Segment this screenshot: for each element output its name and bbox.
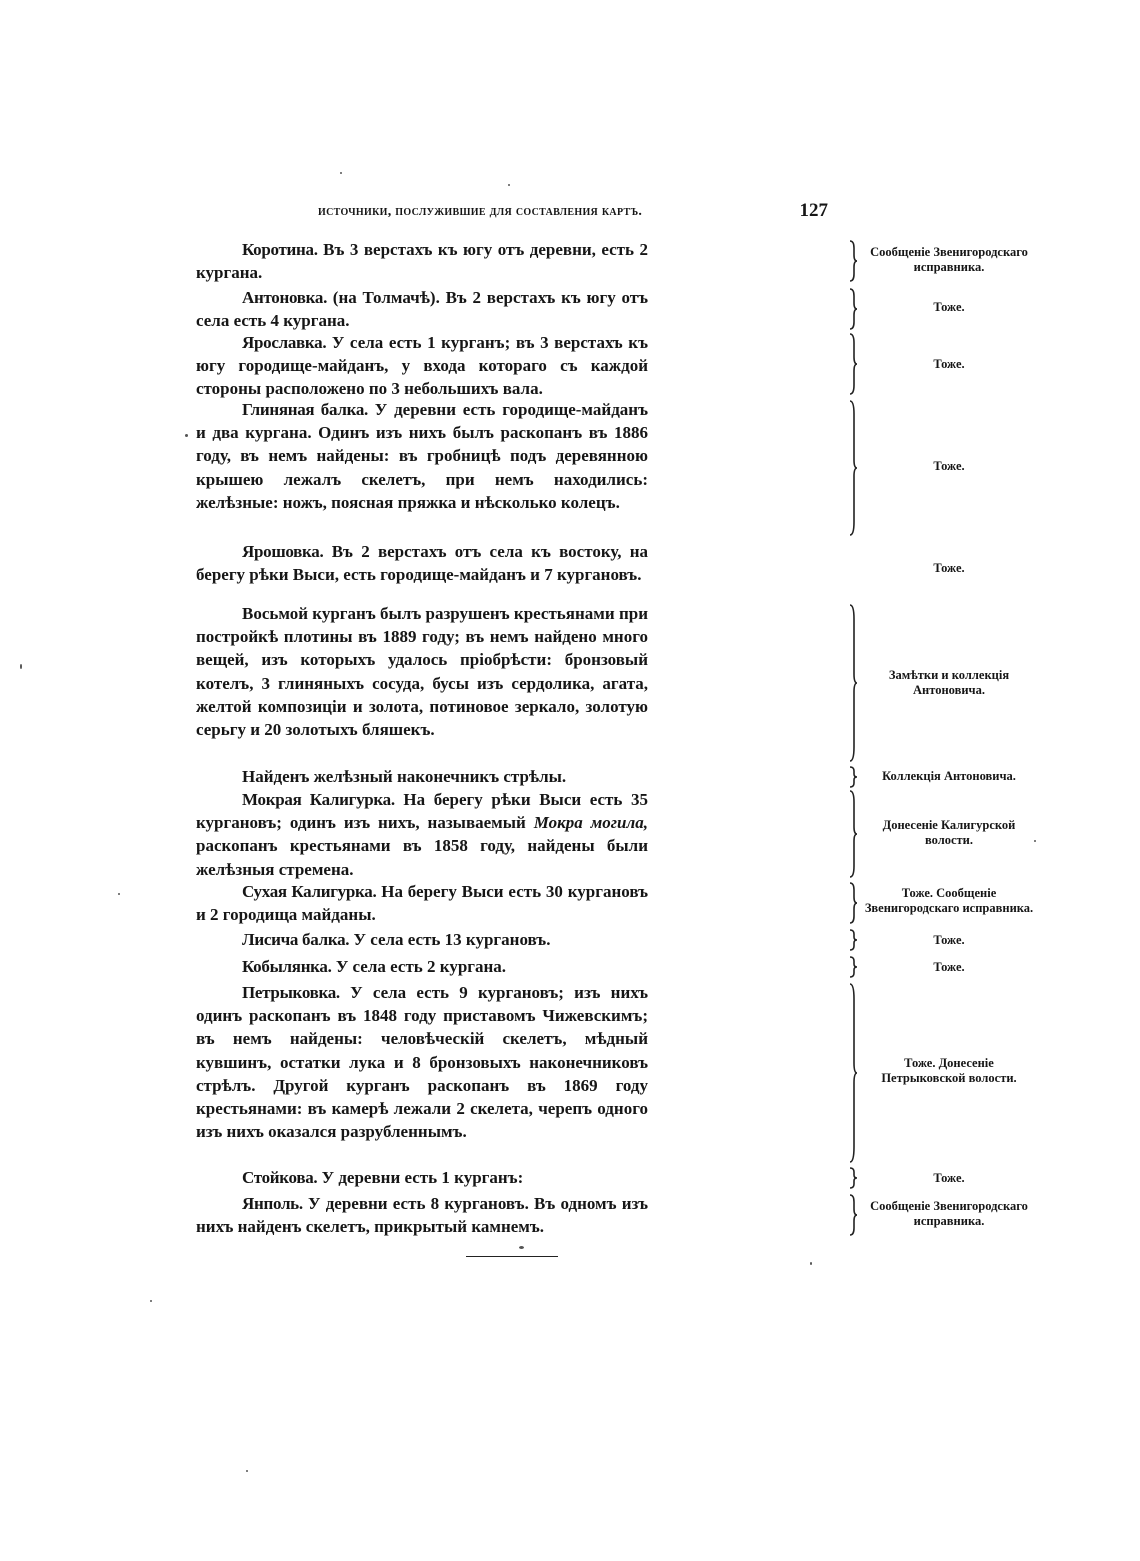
curly-brace-icon [848, 288, 858, 330]
scan-speck [20, 664, 22, 669]
place-name: Стойкова. [242, 1168, 318, 1187]
place-name: Ярославка. [242, 333, 327, 352]
scan-speck [118, 893, 120, 895]
entry-body: У села есть 13 кургановъ. [349, 930, 551, 949]
entry-body: Восьмой курганъ былъ разрушенъ крестьянами при постройкѣ плотины въ 1889 году; въ немъ найдено много вещей, изъ которыхъ удалось пріобрѣсти: бронзовый котелъ, 3 глиняныхъ сосуда, бусы изъ сердолика, агата, желтой композиціи и золота, потиновое зеркало, золотую серьгу и 20 золотыхъ бляшекъ. [196, 604, 648, 740]
entry-text [196, 238, 648, 284]
curly-brace-icon [848, 604, 858, 762]
end-rule [466, 1256, 558, 1257]
source-note: Тоже. [933, 300, 965, 314]
entry-text [196, 765, 648, 789]
place-name: Мокрая Калигурка. [242, 790, 395, 809]
entry-text [196, 331, 648, 401]
scan-speck [1034, 840, 1036, 842]
source-note: Тоже. [933, 960, 965, 974]
entry-body: Найденъ желѣзный наконечникъ стрѣлы. [242, 767, 567, 786]
curly-brace-icon [848, 790, 858, 878]
scan-speck [519, 1246, 524, 1249]
page-number: 127 [799, 200, 828, 221]
scan-speck [810, 1262, 812, 1265]
curly-brace-icon [848, 333, 858, 395]
entry-body: У села есть 1 курганъ; въ 3 верстахъ къ югу городище-майданъ, у входа котораго съ каждой стороны расположено по 3 небольшихъ вала. [196, 333, 648, 399]
entry-text [196, 540, 648, 610]
source-note: Донесеніе Калигурской волости. [882, 818, 1016, 847]
source-note: Сообщеніе Звенигородскаго исправника. [870, 1199, 1028, 1228]
source-note: Тоже. [933, 561, 965, 575]
scan-speck [340, 172, 342, 174]
source-note: Тоже. Донесеніе Петрыковской волости. [881, 1056, 1017, 1085]
scan-speck [185, 434, 188, 437]
entry-text [196, 880, 648, 926]
entry-body: На берегу Выси есть 30 кургановъ и 2 городища майданы. [196, 882, 648, 925]
curly-brace-icon [848, 929, 858, 951]
entry-body: (на Толмачѣ). Въ 2 верстахъ къ югу отъ села есть 4 кургана. [196, 288, 648, 331]
source-note: Коллекція Антоновича. [882, 769, 1016, 783]
curly-brace-icon [848, 240, 858, 282]
source-note: Тоже. [933, 459, 965, 473]
source-note: Тоже. [933, 933, 965, 947]
source-note: Тоже. [933, 357, 965, 371]
curly-brace-icon [848, 882, 858, 924]
source-note: Замѣтки и коллекція Антоновича. [888, 668, 1010, 697]
source-note: Сообщеніе Звенигородскаго исправника. [870, 245, 1028, 274]
entry-body: У села есть 2 кургана. [331, 957, 507, 976]
entry-text [196, 398, 648, 538]
place-name: Ярошовка. [242, 542, 324, 561]
entry-text [196, 1166, 648, 1190]
entry-text [196, 1192, 648, 1238]
entry-body: У деревни есть 8 кургановъ. Въ одномъ изъ нихъ найденъ скелетъ, прикрытый камнемъ. [196, 1194, 648, 1237]
entry-text [196, 788, 648, 882]
entry-text [196, 955, 648, 979]
place-name: Глиняная балка. [242, 400, 368, 419]
entry-body: На берегу рѣки Выси есть 35 кургановъ; одинъ изъ нихъ, называемый [196, 790, 648, 833]
place-name: Антоновка. [242, 288, 328, 307]
place-name: Сухая Калигурка. [242, 882, 377, 901]
place-name: Лисича балка. [242, 930, 350, 949]
source-note: Тоже. Сообщеніе Звенигородскаго исправника. [864, 886, 1034, 915]
entry-body: У села есть 9 кургановъ; изъ нихъ одинъ раскопанъ въ 1848 году приставомъ Чижевскимъ; въ немъ найдены: человѣческій скелетъ, мѣдный кувшинъ, остатки лука и 8 бронзовыхъ наконечниковъ стрѣлъ. Другой курганъ раскопанъ въ 1869 году крестьянами: въ камерѣ лежали 2 скелета, черепъ одного изъ нихъ оказался разрубленнымъ. [196, 983, 648, 1142]
curly-brace-icon [848, 956, 858, 978]
scan-speck [508, 184, 510, 186]
scan-speck [150, 1300, 152, 1302]
entry-body: У деревни есть 1 курганъ: [317, 1168, 524, 1187]
page-header [318, 200, 828, 226]
running-title: источники, послужившие для составления картъ. [318, 204, 643, 219]
curly-brace-icon [848, 766, 858, 788]
entry-body: Въ 2 верстахъ отъ села къ востоку, на берегу рѣки Выси, есть городище-майданъ и 7 кургановъ. [196, 542, 648, 585]
entry-body: У деревни есть городище-майданъ и два кургана. Одинъ изъ нихъ былъ раскопанъ въ 1886 году, въ немъ найдены: въ гробницѣ подъ деревянною крышею лежалъ скелетъ, при немъ находились: желѣзные: ножъ, поясная пряжка и нѣсколько колецъ. [196, 400, 648, 512]
curly-brace-icon [848, 1167, 858, 1189]
scan-speck [246, 1470, 248, 1472]
entry-text [196, 286, 648, 332]
curly-brace-icon [848, 1194, 858, 1236]
place-name: Коротина. [242, 240, 318, 259]
curly-brace-icon [848, 400, 858, 536]
entry-italic-name: Мокра могила, [533, 813, 648, 833]
entry-text [196, 981, 648, 1167]
entry-text [196, 602, 648, 766]
place-name: Петрыковка. [242, 983, 340, 1002]
source-note: Тоже. [933, 1171, 965, 1185]
entry-body: Въ 3 верстахъ къ югу отъ деревни, есть 2 кургана. [196, 240, 648, 283]
place-name: Янполь. [242, 1194, 303, 1213]
curly-brace-icon [848, 983, 858, 1163]
entry-body-cont: раскопанъ крестьянами въ 1858 году, найдены были желѣзныя стремена. [196, 836, 648, 879]
entry-text [196, 928, 648, 952]
place-name: Кобылянка. [242, 957, 332, 976]
